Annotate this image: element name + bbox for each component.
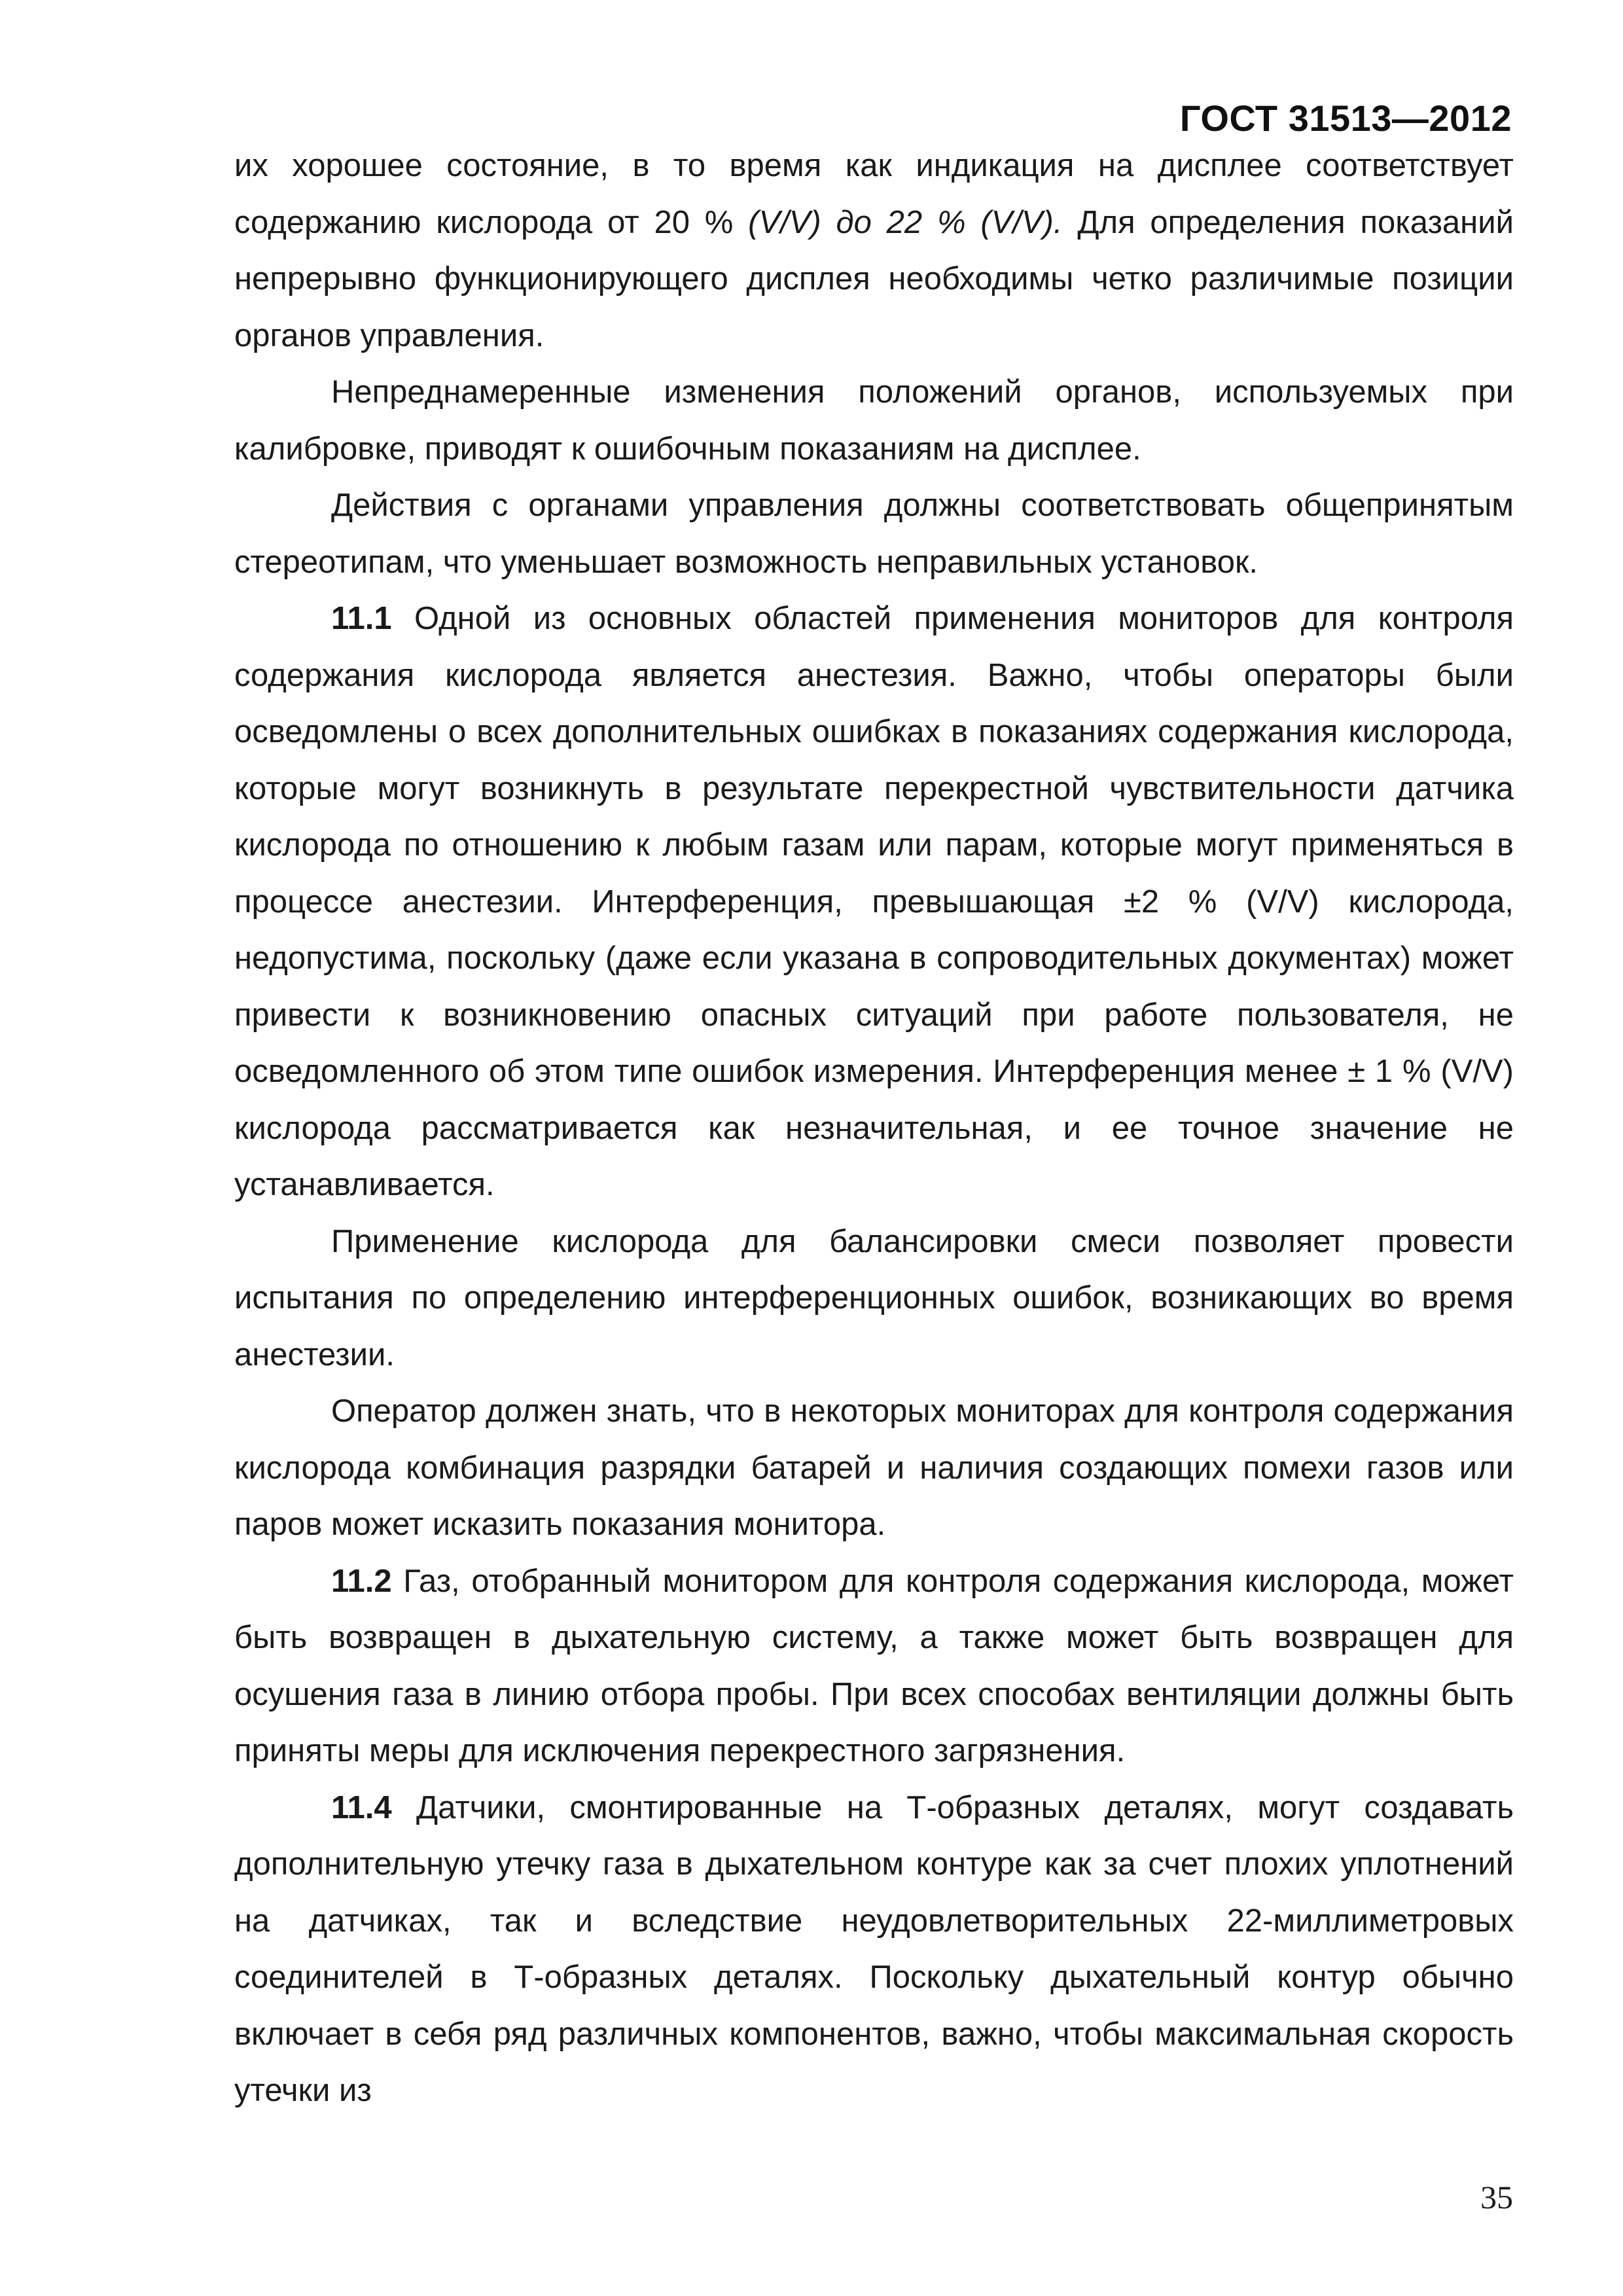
paragraph-italic-text: (V/V) до 22 % (V/V). <box>748 204 1063 240</box>
paragraph-operator: Оператор должен знать, что в некоторых мониторах для контроля содержания кислорода комбинация разрядки батарей и наличия создающих помехи газов или паров может исказить показания монитора. <box>234 1393 1514 1542</box>
paragraph-text: Одной из основных областей применения мониторов для контроля содержания кислорода является анестезия. Важно, чтобы операторы были осведомлены о всех дополнительных ошибках в показаниях содержания кислорода, которые могут возникнуть в результате перекрестной чувствительности датчика кислорода по отношению к любым газам или парам, которые могут применяться в процессе анестезии. Интерференция, превышающая ±2 % (V/V) кислорода, недопустима, поскольку (даже если указана в сопроводительных документах) может привести к возникновению опасных ситуаций при работе пользователя, не осведомленного об этом типе ошибок измерения. Интерференция менее ± 1 % (V/V) кислорода рассматривается как незначительная, и ее точное значение не устанавливается. <box>234 601 1514 1202</box>
clause-number: 11.4 <box>331 1789 392 1825</box>
clause-number: 11.1 <box>331 601 392 636</box>
paragraph-11-4 <box>234 1780 1514 2119</box>
paragraph-text: Газ, отобранный монитором для контроля содержания кислорода, может быть возвращен в дыхательную систему, а также может быть возвращен для осушения газа в линию отбора пробы. При всех способах вентиляции должны быть приняты меры для исключения перекрестного загрязнения. <box>234 1563 1514 1768</box>
clause-number: 11.2 <box>331 1563 392 1599</box>
standard-header: ГОСТ 31513—2012 <box>1179 98 1512 139</box>
paragraph-text: Датчики, смонтированные на Т-образных деталях, могут создавать дополнительную утечку газа в дыхательном контуре как за счет плохих уплотнений на датчиках, так и вследствие неудовлетворительных 22-миллиметровых соединителей в Т-образных деталях. Поскольку дыхательный контур обычно включает в себя ряд различных компонентов, важно, чтобы максимальная скорость утечки из <box>234 1789 1514 2108</box>
paragraph-calibration: Непреднамеренные изменения положений органов, используемых при калибровке, приводят к ошибочным показаниям на дисплее. <box>234 374 1514 467</box>
page-number: 35 <box>1480 2179 1513 2215</box>
paragraph-balance-mix: Применение кислорода для балансировки смеси позволяет провести испытания по определению интерференционных ошибок, возникающих во время анестезии. <box>234 1223 1514 1372</box>
paragraph-controls: Действия с органами управления должны соответствовать общепринятым стереотипам, что уменьшает возможность неправильных установок. <box>234 488 1514 580</box>
paragraph-text: Для определения показаний непрерывно функционирующего дисплея необходимы четко различимые позиции органов управления. <box>234 204 1514 353</box>
paragraph-11-2 <box>234 1553 1514 1780</box>
body-text <box>234 137 1514 2119</box>
paragraph-11-1 <box>234 590 1514 1213</box>
paragraph-continuation <box>234 137 1514 364</box>
paragraph-text: их хорошее состояние, в то время как индикация на дисплее соответствует содержанию кислорода от 20 % <box>234 148 1514 240</box>
